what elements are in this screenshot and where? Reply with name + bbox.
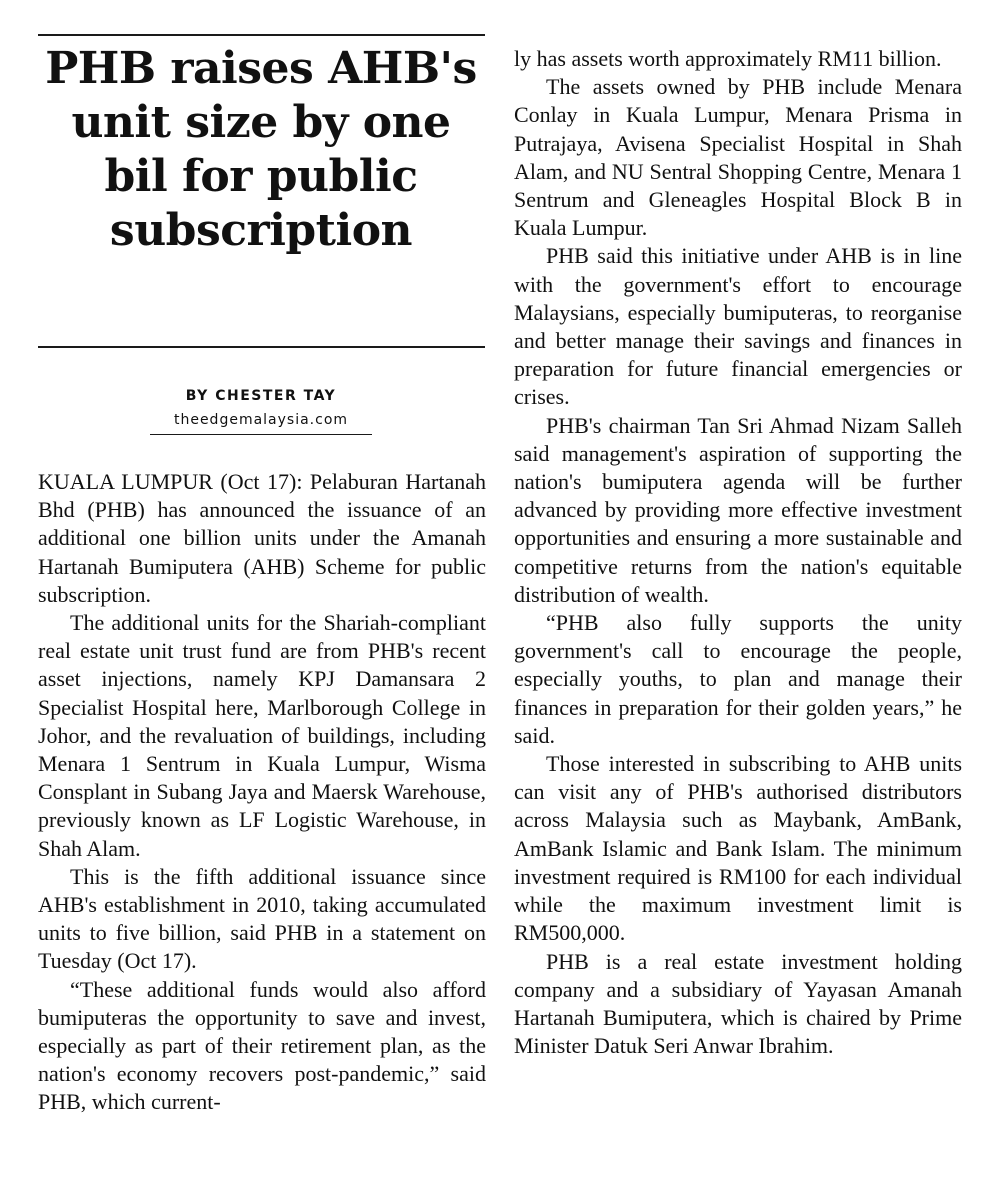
paragraph-dateline: KUALA LUMPUR (Oct 17): Pelaburan Hartanah Bhd (PHB) has announced the issuance of an additional one billion units under the Amanah Hartanah Bumiputera (AHB) Scheme for public subscription. (38, 469, 486, 607)
top-rule (38, 34, 485, 36)
headline: PHB raises AHB's unit size by one bil for public subscription (45, 43, 477, 256)
paragraph: This is the fifth additional issuance since AHB's establishment in 2010, taking accumulated units to five billion, said PHB in a statement on Tuesday (Oct 17). (38, 863, 486, 974)
paragraph: Those interested in subscribing to AHB units can visit any of PHB's authorised distributors across Malaysia such as Maybank, AmBank, AmBank Islamic and Bank Islam. The minimum investment required is RM100 for each individual while the maximum investment limit is RM500,000. (514, 751, 962, 946)
source-website: theedgemalaysia.com (150, 412, 372, 435)
byline: BY CHESTER TAY (185, 388, 337, 404)
paragraph: The additional units for the Shariah-compliant real estate unit trust fund are from PHB's recent asset injections, namely KPJ Damansara 2 Specialist Hospital here, Marlborough College in Johor, and the revaluation of buildings, including Menara 1 Sentrum in Kuala Lumpur, Wisma Consplant in Subang Jaya and Maersk Warehouse, previously known as LF Logistic Warehouse, in Shah Alam. (38, 610, 486, 861)
left-column (38, 468, 486, 1117)
paragraph: PHB is a real estate investment holding company and a subsidiary of Yayasan Amanah Hartanah Bumiputera, which is chaired by Prime Minister Datuk Seri Anwar Ibrahim. (514, 948, 962, 1059)
paragraph-continued: ly has assets worth approximately RM11 billion. (514, 46, 942, 71)
right-column (514, 45, 962, 1060)
paragraph: “These additional funds would also afford bumiputeras the opportunity to save and invest, especially as part of their retirement plan, as the nation's economy recovers post-pandemic,” said PHB, which current- (38, 976, 486, 1115)
paragraph: The assets owned by PHB include Menara Conlay in Kuala Lumpur, Menara Prisma in Putrajaya, Avisena Specialist Hospital in Shah Alam, and NU Sentral Shopping Centre, Menara 1 Sentrum and Gleneagles Hospital Block B in Kuala Lumpur. (514, 74, 962, 241)
headline-bottom-rule (38, 346, 485, 348)
paragraph: PHB said this initiative under AHB is in line with the government's effort to encourage Malaysians, especially bumiputeras, to reorganise and better manage their savings and finances in preparation for future financial emergencies or crises. (514, 243, 962, 410)
paragraph: PHB's chairman Tan Sri Ahmad Nizam Salleh said management's aspiration of supporting the nation's bumiputera agenda will be further advanced by providing more effective investment opportunities and ensuring a more sustainable and competitive returns from the nation's equitable distribution of wealth. (514, 412, 962, 607)
paragraph: “PHB also fully supports the unity government's call to encourage the people, especially youths, to plan and manage their finances in preparation for their golden years,” he said. (514, 610, 962, 748)
